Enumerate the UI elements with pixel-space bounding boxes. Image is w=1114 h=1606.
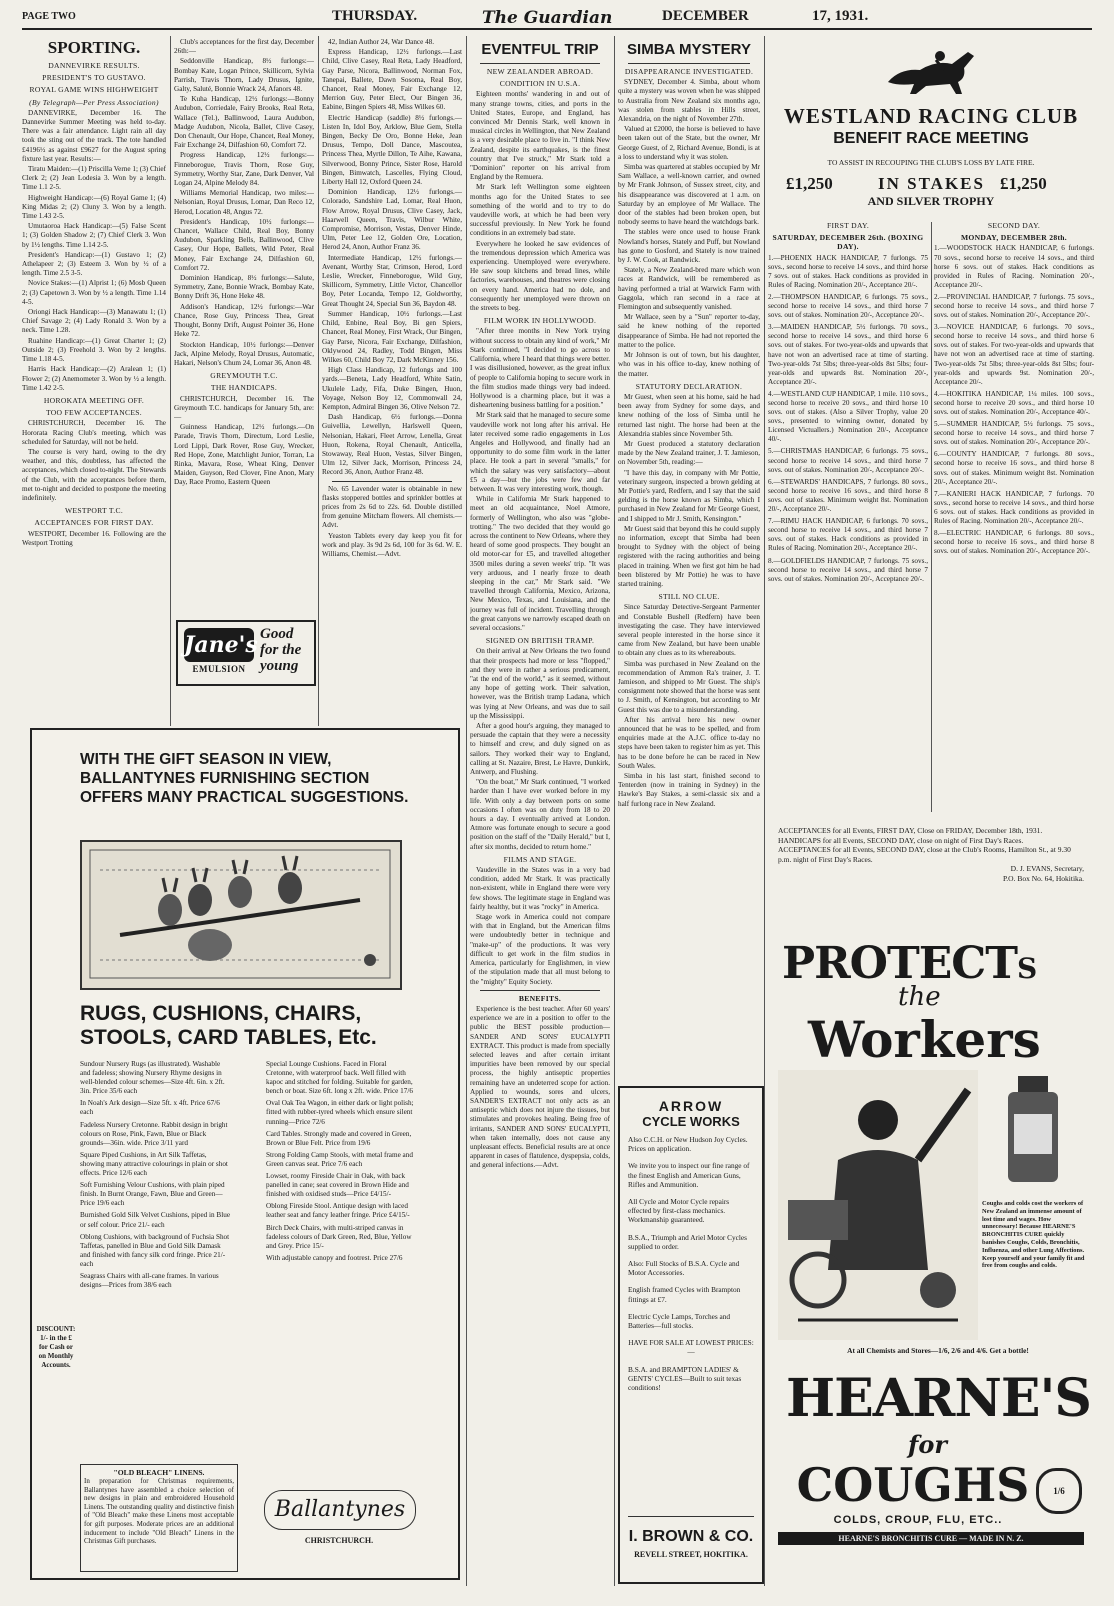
paragraph: Intermediate Handicap, 12½ furlongs.—Avenant, Worthy Star, Crimson, Herod, Lord Leslie, Wrecker, Finneborogue, Wild Guy, Skillicorn, Symmetry, Little Victor, Chancellor Boy, Peter Locanda, Tempo 12, Goldworthy, Great Thought 24, Special Sun 36, Baydon 48.: [322, 253, 462, 308]
paragraph: No. 65 Lavender water is obtainable in new flasks stoppered bottles and sprinkler bottles at prices from 2s 6d to 22s. 6d. Double distilled from genuine Mitcham flowers. All chemists.—Advt.: [322, 484, 462, 530]
paragraph: Stately, a New Zealand-bred mare which won races at Randwick, will be remembered as having performed a trial at Warwick Farm with Gaggola, which ran second in a race at Flemington and subsequently vanished.: [618, 266, 760, 312]
product-item: Strong Folding Camp Stools, with metal frame and Green canvas seat. Price 7/6 each: [266, 1150, 413, 1168]
bottle-illustration: [980, 1070, 1088, 1190]
paragraph: Seddonville Handicap, 8½ furlongs:—Bombay Kate, Logan Prince, Skillicorn, Sylvia Parrish, Travis Thorn, Lady Drusus, Ignite, Galty, Saluté, Bonnie Wrack 24, Afanors 48.: [174, 57, 314, 94]
paragraph: The stables were once used to house Frank Nowland's horses, Stately and Puff, but Nowland has gone to Gosford, and Stately is now trained by J. W. Cook, at Randwick.: [618, 228, 760, 265]
hearnes-sub: COLDS, CROUP, FLU, ETC..: [833, 1514, 1003, 1526]
racehorse-icon: [880, 42, 980, 98]
ad-line: English framed Cycles with Brampton fittings at £7.: [628, 1285, 741, 1304]
paragraph: Experience is the best teacher. After 60 years' experience we are in a position to offer to the public the BEST possible production—SANDER AND SONS' EUCALYPTI EXTRACT. This product is made from specially selected leaves and after certain irritant impurities have been removed by our special process, the highly antiseptic properties remaining have an undeterred scope for action. Applied to wounds, sores and ulcers, SANDER'S EXTRACT not only acts as an antiseptic which does not injure the tissues, but stimulates and provokes healing. Being free of irritants, SANDER AND SONS' EUCALYPTI, when taken internally, does not cause any unpleasant effects. Beneficial results are at once apparent in cases of flatulence, dyspepsia, colds, and general infections.—Advt.: [470, 1004, 610, 1170]
stakes-label: IN STAKES: [878, 174, 985, 193]
hearnes-bottom-bar: HEARNE'S BRONCHITIS CURE — MADE IN N. Z.: [778, 1532, 1084, 1545]
subhead: STILL NO CLUE.: [658, 592, 720, 602]
masthead-month: DECEMBER: [662, 8, 749, 24]
subhead: GREYMOUTH T.C.: [210, 371, 278, 381]
paragraph: Simba was quartered at stables occupied by Mr Sam Wallace, a well-known carrier, and owned by Mr Frank Johnson, of Sussex street, city, and his disappearance was discovered at 1 a.m. on Saturday by an employee of Mr Wallace. The door of the stables had been broken open, but nobody seems to have heard the watchdogs bark.: [618, 163, 760, 227]
secretary: D. J. EVANS, Secretary,: [1010, 864, 1084, 873]
stakes-amount: £1,250: [786, 174, 833, 193]
race-item: 1.—PHOENIX HACK HANDICAP, 7 furlongs. 75 sovs., second horse to receive 14 sovs., and third horse 7 sovs. out of stakes. Hack conditions as provided in Rules of Racing. Nomination 20/-, Acceptance 20/-.: [768, 253, 928, 289]
protect-heading: PROTECTS: [782, 938, 1037, 989]
old-bleach-text: In preparation for Christmas requirements, Ballantynes have assembled a choice selection of new designs in plain and embroidered Household Linens. The outstanding quality and distinctive finish of "Old Bleach" make these Linens most acceptable for gift purposes. Moderate prices are an additional inducement to include "Old Bleach" Linens in the Christmas Gift purchases.: [84, 1477, 234, 1546]
eventful-trip-article: [470, 40, 610, 1580]
race-item: 8.—GOLDFIELDS HANDICAP, 7 furlongs. 75 sovs., second horse to receive 14 sovs., and third horse 7 sovs. out of stakes. Nomination 20/-, Acceptance 20/-.: [768, 556, 928, 583]
ad-good: Good: [260, 626, 294, 642]
paragraph: Vaudeville in the States was in a very bad condition, added Mr Stark. It was practically non-existent, while in England there were very few shows. The legitimate stage in England was fairly healthy, but it was "rocky" in America.: [470, 866, 610, 911]
product-item: Lowset, roomy Fireside Chair in Oak, with back panelled in cane; seat covered in Brown Hide and finished with oxidised studs—Price £4/15/-: [266, 1172, 409, 1199]
column-rule: [318, 36, 319, 726]
subhead: THE HANDICAPS.: [210, 383, 278, 393]
nursery-rug-illustration: [80, 840, 402, 990]
column-rule: [764, 36, 765, 1586]
arrow-heading: ARROW: [658, 1098, 724, 1114]
paragraph: Simba was purchased in New Zealand on the recommendation of Ammon Ra's trainer, J. T. Jamieson, and shipped to Mr Guest. The ship's consignment note showed that the horse was sent to J. Smith, of Kensington, but according to Mr Guest this was due to a misunderstanding.: [618, 659, 760, 714]
subhead: ACCEPTANCES FOR FIRST DAY.: [34, 518, 154, 528]
hearnes-brand: HEARNE'S: [786, 1368, 1091, 1429]
coughs-heading: COUGHS: [796, 1458, 1030, 1512]
day-heading: SECOND DAY.: [987, 221, 1041, 230]
subhead: CONDITION IN U.S.A.: [499, 79, 581, 89]
product-item: Square Piped Cushions, in Art Silk Taffetas, showing many attractive colourings in plain or shot effects. Price 12/6 each: [80, 1150, 228, 1178]
arrow-cycle-works-ad: [618, 1086, 764, 1584]
product-item: Oblong Cushions, with background of Fuchsia Shot Taffetas, panelled in Blue and Gold Silk Damask and finished with fancy silk cord fringe. Price 21/- each: [80, 1232, 230, 1268]
paragraph: High Class Handicap, 12 furlongs and 100 yards.—Beneta, Lady Headford, White Satin, Ukulele Lady, Fifa, Duke Bingen, Huon, Voyage, Nelson Boy 12, Commonwall 24, Kempton, Admiral Bingen 36, Olive Nelson 72.: [322, 366, 462, 411]
race-item: 5.—CHRISTMAS HANDICAP, 6 furlongs. 75 sovs., second horse to receive 14 sovs., and third horse 7 sovs. out of stakes. Nomination 20/-, Acceptance 20/-.: [768, 447, 928, 474]
greymouth-column: [322, 38, 462, 726]
divider: [628, 63, 750, 64]
first-day-column: [768, 218, 928, 818]
ballantynes-right-list: [266, 1060, 416, 1266]
the-word: the: [898, 982, 941, 1012]
paragraph: After his arrival here his new owner announced that he was to be spelled, and from enquiries made at the A.J.C. office to-day no steps have been taken to register him as yet. This has to be done before he can be raced in New South Wales.: [618, 715, 760, 770]
divider: [480, 990, 600, 991]
old-bleach-box: [80, 1464, 238, 1572]
product-item: Fadeless Nursery Cretonne. Rabbit design in bright colours on Rose, Pink, Fawn, Blue or Black grounds—36in. wide. Price 3/11 yard: [80, 1120, 228, 1147]
subhead: DANNEVIRKE RESULTS.: [48, 61, 140, 70]
race-item: 3.—MAIDEN HANDICAP, 5½ furlongs. 70 sovs., second horse to receive 14 sovs., and third horse 6 sovs. out of stakes. For two-year-olds and upwards that have not won an advertised race at time of starting. Two-year-olds 7st 5lbs; three-year-olds 8st 5lbs; four-year-olds and upwards 8st. Nomination 20/-, Acceptance 20/-.: [768, 323, 928, 386]
ballantynes-headline: WITH THE GIFT SEASON IN VIEW, BALLANTYNES FURNISHING SECTION OFFERS MANY PRACTICAL SUGGESTIONS.: [80, 751, 409, 806]
hearnes-ad: [768, 920, 1094, 1580]
paragraph: President's Handicap, 10½ furlongs:—Chancet, Wallace Child, Real Boy, Bonny Audubon, Sparkling Bells, Ballinwood, Clive Casey, Our Hope, Ballets, Wild Peter, Real Money, Fair Exchange 24, Dilfashion 60, Comfort 72.: [174, 217, 314, 272]
paragraph: Novice Stakes:—(1) Alprist 1; (6) Mosb Queen 2; (3) Capetown 3. Won by ½ a length. Time 1.14 4-5.: [22, 279, 166, 306]
ad-line: Also: Full Stocks of B.S.A. Cycle and Motor Accessories.: [628, 1259, 740, 1278]
paragraph: Oriongi Hack Handicap:—(3) Manawatu 1; (1) Chief Savage 2; (4) Lady Ronald 3. Won by a neck. Time 1.28.: [22, 308, 166, 335]
paragraph: Dominion Handicap, 12½ furlongs.—Colorado, Sandshire Lad, Lomar, Real Huon, Flow Arrow, Royal Drusus, Clive Casey, Jack, Haarwell Queen, Travis, Wilbur White, Compromise, Morrison, Vestas, Denver Hinde, Ulm, Peter Lee 12, Golden Ore, Location, Herod 24, Anon, Author Franz 36.: [322, 188, 462, 252]
paragraph: President's Handicap:—(1) Gustavo 1; (2) Athelapeer 2; (3) Esteem 3. Won by ½ of a length. Time 2.5 3-5.: [22, 250, 166, 278]
sporting-heading: SPORTING.: [47, 38, 141, 57]
paragraph: SYDNEY, December 4. Simba, about whom quite a mystery was woven when he was shipped to Australia from New Zealand six months ago, was stolen from stables in Hills street, Alexandria, on the night of November 27th.: [618, 78, 760, 124]
firm-name: I. BROWN & CO.: [628, 1528, 754, 1545]
chemists-note: At all Chemists and Stores—1/6, 2/6 and 4/6. Get a bottle!: [847, 1346, 1029, 1355]
westland-title: WESTLAND RACING CLUB: [783, 104, 1079, 128]
column-rule: [466, 36, 467, 1586]
paragraph: On their arrival at New Orleans the two found that their prospects had more or less "flopped," and they were in rather a serious predicament, "at the end of the world," as it seemed, without any hope of getting work. Their salvation, however, was the British tramp Ladana, which was lying at New Orleans, and was due to sail up the Mississippi.: [470, 647, 610, 720]
sporting-column: [22, 38, 166, 726]
product-item: Seagrass Chairs with all-cane frames. In various designs—Prices from 38/6 each: [80, 1271, 219, 1290]
ad-line: B.S.A. and BRAMPTON LADIES' & GENTS' CYCLES—Built to suit texas conditions!: [628, 1364, 742, 1393]
emulsion-label: EMULSION: [192, 664, 246, 674]
paragraph: Stockton Handicap, 10½ furlongs:—Denver Jack, Alpine Melody, Royal Drusus, Automatic, Hakari, Nelson's Chum 24, Lomar 36, Anon 48.: [174, 340, 314, 367]
race-item: 7.—KANIERI HACK HANDICAP, 7 furlongs. 70 sovs., second horse to receive 14 sovs., and third horse 6 sovs. out of stakes. Hack conditions as provided in Rules of Racing. Nomination 20/-, Acceptance 20/-.: [934, 489, 1094, 526]
paragraph: Mr Stark said that he managed to secure some vaudeville work not long after his arrival. He later received some radio engagements in Los Angeles and Hollywood, and finally had an opportunity to do some film work in the latter place. He took a part in several "smalls," for which the salary was very satisfactory—about £5 a day—but the jobs were few and far between. It was very interesting work, though.: [470, 411, 610, 493]
subhead: BENEFITS.: [518, 993, 562, 1003]
paragraph: Williams Memorial Handicap, two miles:—Nelsonian, Royal Drusus, Lomar, Dan Reco 12, Herod, Location 48, Angus 72.: [174, 189, 314, 216]
product-item: Birch Deck Chairs, with multi-striped canvas in fadeless colours of Dark Green, Red, Blue, Yellow and Grey. Price 15/-: [266, 1223, 412, 1250]
westland-assist: TO ASSIST IN RECOUPING THE CLUB'S LOSS BY LATE FIRE.: [827, 158, 1035, 167]
masthead-paper: The Guardian: [482, 8, 613, 28]
ad-line: HAVE FOR SALE AT LOWEST PRICES:—: [628, 1338, 754, 1357]
article-heading: EVENTFUL TRIP: [481, 41, 599, 58]
paragraph: WESTPORT, December 16. Following are the Westport Trotting: [22, 529, 166, 547]
paragraph: Eighteen months' wandering in and out of many strange towns, cities, and ports in the United States, Europe, and England, has convinced Mr Dennis Stark, well known in musical circles in Wellington, that New Zealand is a very desirable place to live in. "I think New Zealand, despite its earthquakes, is the finest country that I've struck," Mr Stark told a "Dominion" reporter on his arrival from England by the Remuera.: [470, 90, 610, 182]
race-item: 5.—SUMMER HANDICAP, 5½ furlongs. 75 sovs., second horse to receive 14 sovs., and third horse 7 sovs. out of stakes. Nomination 20/-, Acceptance 20/-.: [934, 420, 1094, 447]
subhead: FILMS AND STAGE.: [503, 854, 577, 864]
paragraph: Mr Guest said that beyond this he could supply no information, except that Simba had been brought to Sydney with the object of being registered with the racing authorities and being placed in training. When we first got him he had been blistered by Mr Pottie) he was to have started training.: [618, 524, 760, 588]
product-item: Oblong Fireside Stool. Antique design with laced leather seat and fancy leather fringe. Price £4/15/-: [266, 1202, 410, 1220]
masthead-day: THURSDAY.: [332, 8, 418, 24]
paragraph: Dominion Handicap, 8½ furlongs:—Salute, Symmetry, Zane, Bonnie Wrack, Bombay Kate, Bonny Drift 36, Hone Heke 48.: [174, 274, 314, 301]
day-heading: FIRST DAY.: [826, 221, 870, 230]
column-rule: [170, 36, 171, 726]
paragraph: Mr Johnson is out of town, but his daughter, who was in his office to-day, knew nothing of the matter.: [618, 351, 760, 378]
paragraph: Yeaston Tablets every day keep you fit for work and play. 3s 9d 2s 6d, 100 for 3s 6d. W. E. Williams, Chemist.—Advt.: [322, 531, 462, 558]
acceptances-column: [174, 38, 314, 608]
byline: (By Telegraph—Per Press Association): [29, 97, 159, 107]
subhead: ROYAL GAME WINS HIGHWEIGHT: [29, 85, 159, 95]
subhead: FILM WORK IN HOLLYWOOD.: [483, 316, 597, 326]
westland-racing-ad: [768, 36, 1094, 914]
day-date: SATURDAY, DECEMBER 26th. (BOXING DAY).: [772, 233, 924, 252]
subhead: SIGNED ON BRITISH TRAMP.: [485, 636, 595, 646]
paragraph: Summer Handicap, 10½ furlongs.—Last Child, Enbine, Real Boy, Bi gen Spiers, Chancet, Real Money, First Wrack, Our Bingen, Gay Parse, Nicora, Fair Exchange, Dilfashion, Oklywood 24, Radley, Todd Bingen, Miss Wilkes 60, Child Boy 72, Dark McKinney 156.: [322, 309, 462, 364]
po-box: P.O. Box No. 64, Hokitika.: [1002, 873, 1084, 883]
paragraph: Mr Wallace, seen by a "Sun" reporter to-day, said he knew nothing of the reported disappearance of Simba. He had not reported the matter to the police.: [618, 313, 760, 349]
paragraph: Te Kuha Handicap, 12½ furlongs:—Bonny Audubon, Corriedale, Fairy Brooks, Real Reta, Wallace (Tel.), Ballinwood, Laura Audubon, Madge Audubon, Nicola, Ballet, Clive Casey, Don Chenault, Our Hope, Chancet, Real Money, Fair Exchange 24, Dilfashion 60, Comfort 72.: [174, 95, 314, 150]
discount-note: DISCOUNT: 1/- in the £ for Cash or on Monthly Accounts.: [36, 1325, 76, 1369]
janes-emulsion-ad: [176, 620, 316, 686]
janes-logo: Jane's: [184, 628, 254, 662]
firm-address: REVELL STREET, HOKITIKA.: [634, 1550, 748, 1559]
stakes-amount: £1,250: [1000, 174, 1047, 193]
paragraph: Addison's Handicap, 12½ furlongs:—War Chance, Rose Guy, Princess Thea, Great Thought, Bonny Drift, August Pointer 36, Hone Heke 72.: [174, 302, 314, 339]
race-item: 8.—ELECTRIC HANDICAP, 6 furlongs. 80 sovs., second horse to receive 16 sovs., and third horse 8 sovs. out of stakes. Nomination 20/-, Acceptance 20/-.: [934, 529, 1094, 556]
paragraph: "On the boat," Mr Stark continued, "I worked harder than I have ever worked before in my life. With only a day between ports on some occasions I often was on duty from 18 to 20 hours a day. I eventually arrived at London. Atmore was fortunate enough to secure a good position on the staff of the "Daily Herald," but I, after six months, decided to return home.": [470, 778, 610, 851]
page-number: PAGE TWO: [22, 11, 76, 22]
ad-line: B.S.A., Triumph and Ariel Motor Cycles supplied to order.: [628, 1232, 747, 1251]
race-item: 6.—STEWARDS' HANDICAPS, 7 furlongs. 80 sovs., second horse to receive 16 sovs., and third horse 8 sovs. out of stakes. Minimum weight 8st. Nomination 20/-, Acceptance 20/-.: [768, 477, 928, 514]
simba-mystery-article: [618, 40, 760, 1080]
product-item: Special Lounge Cushions. Faced in Floral Cretonne, with waterproof back. Well filled with kapoc and stitched for folding. Suitable for garden, bench or boat. Size 6ft. long x 2ft. wide. Price 17/6: [266, 1060, 413, 1096]
footer-line: ACCEPTANCES for all Events, FIRST DAY, Close on FRIDAY, December 18th, 1931.: [778, 826, 1043, 835]
divider: [480, 63, 600, 64]
article-heading: SIMBA MYSTERY: [627, 41, 751, 58]
race-item: 2.—PROVINCIAL HANDICAP, 7 furlongs. 75 sovs., second horse to receive 14 sovs., and third horse 7 sovs. out of stakes. Nomination 20/-, Acceptance 20/-.: [934, 292, 1094, 320]
paragraph: Electric Handicap (saddle) 8½ furlongs.—Listen In, Idol Boy, Arklow, Blue Gem, Stella Bingen, Becky De Oro, Bonne Heke, Jean Drusus, Tempo, Doll Dance, Mascoutea, Princess Thea, Myrtle Dillon, Te Aihe, Kawana, Silverwood, Bonny Prince, Sister Rose, Harold Bingen, Bimwatch, Lascelles, Flying Cloud, Liberty Hall 12, Oxford Queen 24.: [322, 113, 462, 187]
paragraph: Club's acceptances for the first day, December 26th:—: [174, 38, 314, 56]
product-item: Sundour Nursery Rugs (as illustrated). Washable and fadeless; showing Nursery Rhyme designs in well-blended colour schemes—Size 4ft. 6in. x 2ft. 3in. Price 35/6 each: [80, 1060, 225, 1096]
column-rule: [614, 36, 615, 1586]
price-badge-icon: 1/6: [1036, 1468, 1082, 1514]
paragraph: Mr Stark left Wellington some eighteen months ago for the United States to see something of the world and to try to do vaudeville work, at which he had been very successful previously. In New York he found conditions in an extremely bad state.: [470, 183, 610, 238]
worker-illustration: [778, 1070, 978, 1340]
westland-footer: [778, 826, 1084, 883]
ballantynes-left-list: [80, 1060, 230, 1293]
subhead: TOO FEW ACCEPTANCES.: [45, 408, 143, 418]
paragraph: Since Saturday Detective-Sergeant Parmenter and Constable Bushell (Redfern) have been investigating the case. They have interviewed several people interested in the horse since it came from New Zealand, but have been unable to obtain any clues as to its whereabouts.: [618, 603, 760, 658]
race-item: 6.—COUNTY HANDICAP, 7 furlongs. 80 sovs., second horse to receive 16 sovs., and third horse 8 sovs. out of stakes. Minimum weight 8st. Nomination 20/-, Acceptance 20/-.: [934, 450, 1094, 486]
day-date: MONDAY, DECEMBER 28th.: [960, 233, 1068, 243]
subhead: DISAPPEARANCE INVESTIGATED.: [624, 67, 754, 76]
ad-young: young: [260, 658, 299, 674]
subhead: STATUTORY DECLARATION.: [635, 381, 743, 391]
paragraph: Express Handicap, 12½ furlongs.—Last Child, Clive Casey, Real Reta, Lady Headford, Gay Parse, Nicora, Ballinwood, Norman Fox, Tanepai, Ballete, Dawn Sosoma, Real Boy, Chancet, Real Money, Fair Exchange 12, Merrion Guy, Peter Elect, Our Bingen 36, Eabine, Bingen Spiers 48, Miss Wilkes 60.: [322, 48, 462, 112]
paragraph: Dash Handicap, 6½ furlongs.—Donna Guivellia, Lewellyn, Harlswell Queen, Nelsonian, Hakari, Fleet Arrow, Lenella, Great Huon, Rokena, Royal Chenault, Anticella, Stowaway, Real Huon, Vestas, Silver Bingen, Ulm 12, Silver Jack, Morrison, Princess 24, Record 36, Anon, Author Franz 48.: [322, 413, 462, 477]
paragraph: 42, Indian Author 24, War Dance 48.: [328, 38, 435, 46]
ballantynes-title: RUGS, CUSHIONS, CHAIRS, STOOLS, CARD TABLES, Etc.: [80, 1002, 377, 1049]
race-item: 2.—THOMPSON HANDICAP, 6 furlongs. 75 sovs., second horse to receive 14 sovs., and third horse 7 sovs. out of stakes. Nomination 20/-, Acceptance 20/-.: [768, 292, 928, 320]
paragraph: The course is very hard, owing to the dry weather, and this, doubtless, has affected the acceptances, which closed to-night. The Stewards of the Club, with the acceptances before them, met to-night and decided to postpone the meeting indefinitely.: [22, 447, 166, 502]
product-item: Oval Oak Tea Wagon, in either dark or light polish; fitted with rubber-tyred wheels which ensure silent running—Price 72/6: [266, 1099, 414, 1126]
masthead: [22, 6, 1092, 30]
ballantynes-signature: Ballantynes: [264, 1490, 416, 1530]
ad-line: Electric Cycle Lamps, Torches and Batteries—full stocks.: [628, 1311, 731, 1331]
hearnes-copy: Coughs and colds cost the workers of New Zealand an immense amount of lost time and wages. How unnecessary! Because HEARNE'S BRONCHITIS CURE quickly banishes Coughs, Colds, Bronchitis, Influenza, and other Lung Affections. Keep yourself and your family fit and free from coughs and colds.: [982, 1200, 1085, 1270]
product-item: In Noah's Ark design—Size 5ft. x 4ft. Price 67/6 each: [80, 1099, 220, 1117]
paragraph: After a good hour's arguing, they managed to persuade the captain that they were a necessity to himself and crew, and duly signed on as sailors. They worked their way to England, calling at St. Nazaire, Brest, Le Havre, Dunkirk, Antwerp, and Flushing.: [470, 722, 610, 777]
paragraph: "After three months in New York trying without success to obtain any kind of work," Mr Stark continued, "I decided to go across to California, where I heard that things were better. I was disillusioned, however, as the great influx of people to California hoping to secure work in the film studios made things very bad indeed. Hollywood is a charming place, but it was a disheartening business battling for a position.": [470, 327, 610, 410]
footer-line: ACCEPTANCES for all Events, SECOND DAY, close at the Club's Rooms, Hamilton St., at 9.30 p.m. night of First Day's Races.: [778, 845, 1071, 864]
for-word: for: [908, 1430, 947, 1459]
paragraph: CHRISTCHURCH, December 16. The Greymouth T.C. handicaps for January 5th, are:—: [174, 394, 314, 421]
paragraph: Guinness Handicap, 12½ furlongs.—On Parade, Travis Thorn, Directum, Lord Leslie, Lord Lippi, Dark Rover, Rose Guy, Wrecker, Red Hope, Zone, Matchlight Junior, Torran, La Rinka, Mavara, Rose, Wheat King, Denver Maiden, Guyson, Red Clover, Fine Anon, Mary Day, Race Promo, Eastern Queen: [174, 423, 314, 487]
ballantynes-ad: [30, 728, 460, 1580]
masthead-date: 17, 1931.: [812, 8, 869, 24]
paragraph: Ruahine Handicap:—(1) Great Charter 1; (2) Outside 2; (3) Freehold 3. Won by 2 lengths. Time 1.18 4-5.: [22, 336, 166, 364]
paragraph: Tiratu Maiden:—(1) Priscilla Verne 1; (3) Chief Clerk 2; (2) Jean Lodesia 3. Won by a length. Time 1.1 2-5.: [22, 165, 166, 192]
paragraph: Stage work in America could not compare with that in England, but the American films were undoubtedly better in technique and "make-up" of the productions. It was very difficult to get work in the film studios in America, particularly for Englishmen, in view of the stipulation made that all must belong to the "mighty" Equity Society.: [470, 913, 610, 986]
paragraph: DANNEVIRKE, December 16. The Dannevirke Summer Meeting was held to-day. There was a fair attendance. Light rain all day took the sting out of the track. The tote handled £4196½ as against £9627 for the August spring fixture last year. Results:—: [22, 108, 166, 163]
footer-line: HANDICAPS for all Events, SECOND DAY, close on night of First Day's Races.: [778, 835, 1024, 845]
race-item: 7.—RIMU HACK HANDICAP, 6 furlongs. 70 sovs., second horse to receive 14 sovs., and third horse 7 sovs. out of stakes. Hack conditions as provided in Rules of Racing. Nomination 20/-, Acceptance 20/-.: [768, 517, 928, 553]
race-item: 4.—HOKITIKA HANDICAP, 1¼ miles. 100 sovs., second horse to receive 20 sovs., and third horse 10 sovs. out of stakes. Nomination 20/-, Acceptance 40/-.: [934, 389, 1094, 416]
paragraph: Progress Handicap, 12½ furlongs:—Finneborogue, Travis Thorn, Rose Guy, Symmetry, Worthy Star, Zane, Dark Denver, Val Logan 24, Alpine Melody 84.: [174, 151, 314, 188]
race-item: 1.—WOODSTOCK HACK HANDICAP, 6 furlongs. 70 sovs., second horse to receive 14 sovs., and third horse 6 sovs. out of stakes. Hack conditions as provided in Rules of Racing. Nomination 20/-, Acceptance 20/-.: [934, 244, 1094, 289]
ad-line: All Cycle and Motor Cycle repairs effected by first-class mechanics. Workmanship guaranteed.: [628, 1197, 730, 1225]
ballantynes-city: CHRISTCHURCH.: [304, 1536, 374, 1545]
subhead: HOROKATA MEETING OFF.: [43, 395, 145, 405]
subhead: NEW ZEALANDER ABROAD.: [486, 67, 594, 76]
product-item: Burnished Gold Silk Velvet Cushions, piped in Blue or self colour. Price 21/- each: [80, 1211, 231, 1229]
paragraph: Simba in his last start, finished second to Tenterden (now in training in Sydney) in the Hawke's Bay Stakes, a semi-classic six and a half furlong race in New Zealand.: [618, 772, 760, 808]
race-item: 4.—WESTLAND CUP HANDICAP, 1 mile. 110 sovs., second horse to receive 20 sovs., and third horse 10 sovs. out of stakes. (Also a Silver Trophy, value 20 sovs., presented to winning owner, donated by Licensed Victuallers.) Nomination 20/-, Acceptance 40/-.: [768, 389, 928, 444]
divider: [332, 481, 452, 482]
product-item: Soft Furnishing Velour Cushions, with plain piped finish. In Burnt Orange, Fawn, Blue and Green—Price 19/6 each: [80, 1181, 225, 1208]
paragraph: Harris Hack Handicap:—(2) Aralean 1; (1) Flower 2; (2) Anemometer 3. Won by ½ a length. Time 1.42 2-5.: [22, 365, 166, 392]
silver-trophy: AND SILVER TROPHY: [867, 194, 995, 208]
cycle-works-heading: CYCLE WORKS: [642, 1114, 740, 1129]
workers-heading: Workers: [808, 1010, 1041, 1069]
product-item: Card Tables. Strongly made and covered in Green, Brown or Blue Felt. Price from 19/6: [266, 1129, 412, 1147]
ad-line: We invite you to inspect our fine range of the finest English and American Guns, Rifles and Ammunition.: [628, 1161, 750, 1189]
old-bleach-heading: "OLD BLEACH" LINENS.: [113, 1468, 205, 1477]
ad-for-the: for the: [260, 642, 302, 658]
ad-line: Also C.C.H. or New Hudson Joy Cycles. Prices on application.: [628, 1135, 748, 1154]
paragraph: While in California Mr Stark happened to meet an old acquaintance, Noel Atmore, formerly of Wellington, who also was "globe-trotting." The two decided that they would go across the continent to New Orleans, where they heard of some good prospects. They bought an old motor-car for £5, and travelled altogether 3500 miles during a seven weeks' trip. "It was very arduous, and I nearly froze to death sleeping in the car," Mr Stark said. "We travelled through California, Mexico, Arizona, New Mexico, Texas, and Louisiana, and the journey was full of incident. Travelling through the great canyons we narrowly escaped death on several occasions.": [470, 495, 610, 632]
paragraph: Umutaoroa Hack Handicap:—(5) False Scent 1; (3) Golden Shadow 2; (7) Chief Clerk 3. Won by 1½ lengths. Time 1.14 2-5.: [22, 222, 166, 249]
subhead: PRESIDENT'S TO GUSTAVO.: [42, 73, 146, 83]
subhead: WESTPORT T.C.: [64, 506, 124, 516]
second-day-column: [934, 218, 1094, 818]
race-item: 3.—NOVICE HANDICAP, 6 furlongs. 70 sovs., second horse to receive 14 sovs., and third horse 6 sovs. out of stakes. For two-year-olds and upwards that have not won an advertised race at time of starting. Two-year-olds 7st 5lbs; three-year-olds 8st 5lbs; four-year-olds and upwards 9st. Nomination 20/-, Acceptance 20/-.: [934, 323, 1094, 386]
product-item: With adjustable canopy and footrest. Price 27/6: [266, 1253, 403, 1262]
paragraph: Mr Guest produced a statutory declaration made by the New Zealand trainer, J. T. Jamieson, on November 5th, reading:—: [618, 439, 760, 467]
paragraph: CHRISTCHURCH, December 16. The Hororata Racing Club's meeting, which was scheduled for Saturday, will not be held.: [22, 419, 166, 446]
paragraph: Valued at £2000, the horse is believed to have been taken out of the State, but the owner, Mr George Guest, of 2, Richard Avenue, Bondi, is at a loss to understand why it was stolen.: [618, 125, 760, 161]
paragraph: Mr Guest, when seen at his home, said he had been away from Sydney for some days, and knew nothing of the loss of Simba until he returned last night. The horse had been at the Alexandria stables since November 5th.: [618, 392, 760, 438]
westland-subtitle: BENEFIT RACE MEETING: [833, 130, 1029, 147]
paragraph: Everywhere he looked he saw evidences of the tremendous depression which America was experiencing. Unemployed were everywhere. He saw soup kitchens and bread lines, while factories, warehouses, and theatres were closing on every hand. America had no dole, and consequently her unemployed were thrown on the streets to beg.: [470, 239, 610, 313]
paragraph: Highweight Handicap:—(6) Royal Game 1; (4) King Midas 2; (2) Cluny 3. Won by a length. Time 1.43 2-5.: [22, 193, 166, 221]
paragraph: "I have this day, in company with Mr Pottie, veterinary surgeon, inspected a brown gelding at Mr Pottie's yard, Redfern, and I say that the said gelding is the horse known as Simba, which I purchased in New Zealand for Mr George Guest, and I shipped to Mr J. Smith, Kensington.": [618, 468, 760, 523]
